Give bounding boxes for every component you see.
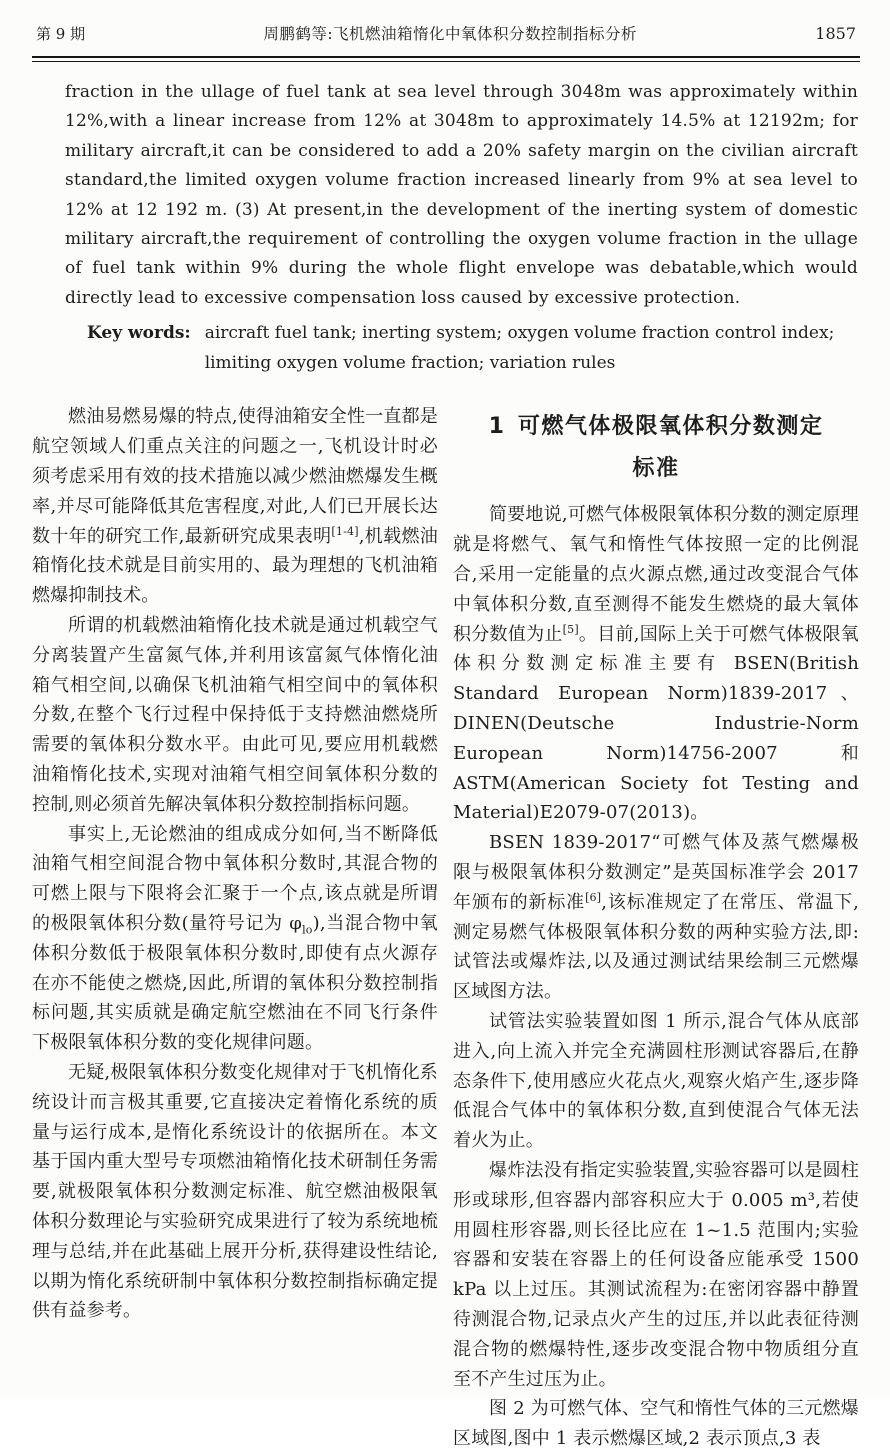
running-title: 周鹏鹤等:飞机燃油箱惰化中氧体积分数控制指标分析 (263, 25, 638, 43)
keywords-label: Key words: (87, 323, 191, 344)
keywords-terms: aircraft fuel tank; inerting system; oxygen volume fraction control index; limiting oxygen volume fraction; variation rules (204, 323, 835, 373)
header-rule (32, 56, 860, 62)
paragraph: 爆炸法没有指定实验装置,实验容器可以是圆柱形或球形,但容器内部容积应大于 0.005 m³,若使用圆柱形容器,则长径比应在 1~1.5 范围内;实验容器和安装在容器上的任何设备应能承受 1500 kPa 以上过压。其测试流程为:在密闭容器中静置待测混合物,记录点火产生的过压,并以此表征待测混合物的燃爆特性,逐步改变混合物中物质组分直至不产生过压为止。 (453, 1159, 859, 1390)
keywords-block (87, 319, 850, 378)
paragraph: 燃油易燃易爆的特点,使得油箱安全性一直都是航空领域人们重点关注的问题之一,飞机设计时必须考虑采用有效的技术措施以减少燃油燃爆发生概率,并尽可能降低其危害程度,对此,人们已开展长达数十年的研究工作,最新研究成果表明[1-4],机载燃油箱惰化技术就是目前实用的、最为理想的飞机油箱燃爆抑制技术。 (32, 406, 438, 607)
page-number: 1857 (815, 24, 856, 43)
issue-number: 第 9 期 (36, 25, 86, 43)
section-title-line1: 可燃气体极限氧体积分数测定 (517, 414, 824, 440)
left-column (32, 402, 438, 1454)
right-column (453, 402, 859, 1454)
paragraph: 简要地说,可燃气体极限氧体积分数的测定原理就是将燃气、氧气和惰性气体按照一定的比例混合,采用一定能量的点火源点燃,通过改变混合气体中氧体积分数,直至测得不能发生燃烧的最大氧体积分数值为止[5]。目前,国际上关于可燃气体极限氧体积分数测定标准主要有 BSEN(British Standard European Norm)1839-2017、DINEN(Deutsche Industrie-Norm European Norm)14756-2007 和 ASTM(American Society fot Testing and Material)E2079-07(2013)。 (453, 504, 860, 824)
paragraph: 所谓的机载燃油箱惰化技术就是通过机载空气分离装置产生富氮气体,并利用该富氮气体惰化油箱气相空间,以确保飞机油箱气相空间中的氧体积分数,在整个飞行过程中保持低于支持燃油燃烧所需要的氧体积分数水平。由此可见,要应用机载燃油箱惰化技术,实现对油箱气相空间氧体积分数的控制,则必须首先解决氧体积分数控制指标问题。 (32, 615, 438, 815)
section-title-line2: 标准 (632, 456, 680, 482)
paragraph: 图 2 为可燃气体、空气和惰性气体的三元燃爆区域图,图中 1 表示燃爆区域,2 表示顶点,3 表 (453, 1398, 859, 1450)
section-heading (453, 406, 859, 490)
paragraph: 无疑,极限氧体积分数变化规律对于飞机惰化系统设计而言极其重要,它直接决定着惰化系统的质量与运行成本,是惰化系统设计的依据所在。本文基于国内重大型号专项燃油箱惰化技术研制任务需要,就极限氧体积分数测定标准、航空燃油极限氧体积分数理论与实验研究成果进行了较为系统地梳理与总结,并在此基础上展开分析,获得建设性结论,以期为惰化系统研制中氧体积分数控制指标确定提供有益参考。 (32, 1061, 438, 1322)
paragraph: 试管法实验装置如图 1 所示,混合气体从底部进入,向上流入并完全充满圆柱形测试容器后,在静态条件下,使用感应火花点火,观察火焰产生,逐步降低混合气体中的氧体积分数,直到使混合气体无法着火为止。 (453, 1010, 859, 1152)
paragraph: 事实上,无论燃油的组成成分如何,当不断降低油箱气相空间混合物中氧体积分数时,其混合物的可燃上限与下限将会汇聚于一个点,该点就是所谓的极限氧体积分数(量符号记为 $\varphi_{lo}$),当混合物中氧体积分数低于极限氧体积分数时,即使有点火源存在亦不能使之燃烧,因此,所谓的氧体积分数控制指标问题,其实质就是确定航空燃油在不同飞行条件下极限氧体积分数的变化规律问题。 (32, 823, 439, 1054)
paragraph: BSEN 1839-2017“可燃气体及蒸气燃爆极限与极限氧体积分数测定”是英国标准学会 2017 年颁布的新标准[6],该标准规定了在常压、常温下,测定易燃气体极限氧体积分数的两种实验方法,即:试管法或爆炸法,以及通过测试结果绘制三元燃爆区域图方法。 (453, 832, 859, 1003)
two-column-body (32, 402, 860, 1454)
english-abstract-continuation: fraction in the ullage of fuel tank at sea level through 3048m was approximately within 12%,with a linear increase from 12% at 3048m to approximately 14.5% at 12192m; for military aircraft,it can be considered to add a 20% safety margin on the civilian aircraft standard,the limited oxygen volume fraction increased linearly from 9% at sea level to 12% at 12 192 m. (3) At present,in the development of the inerting system of domestic military aircraft,the requirement of controlling the oxygen volume fraction in the ullage of fuel tank within 9% during the whole flight envelope was debatable,which would directly lead to excessive compensation loss caused by excessive protection. (65, 82, 858, 308)
section-number: 1 (488, 414, 504, 440)
running-header (32, 14, 860, 50)
